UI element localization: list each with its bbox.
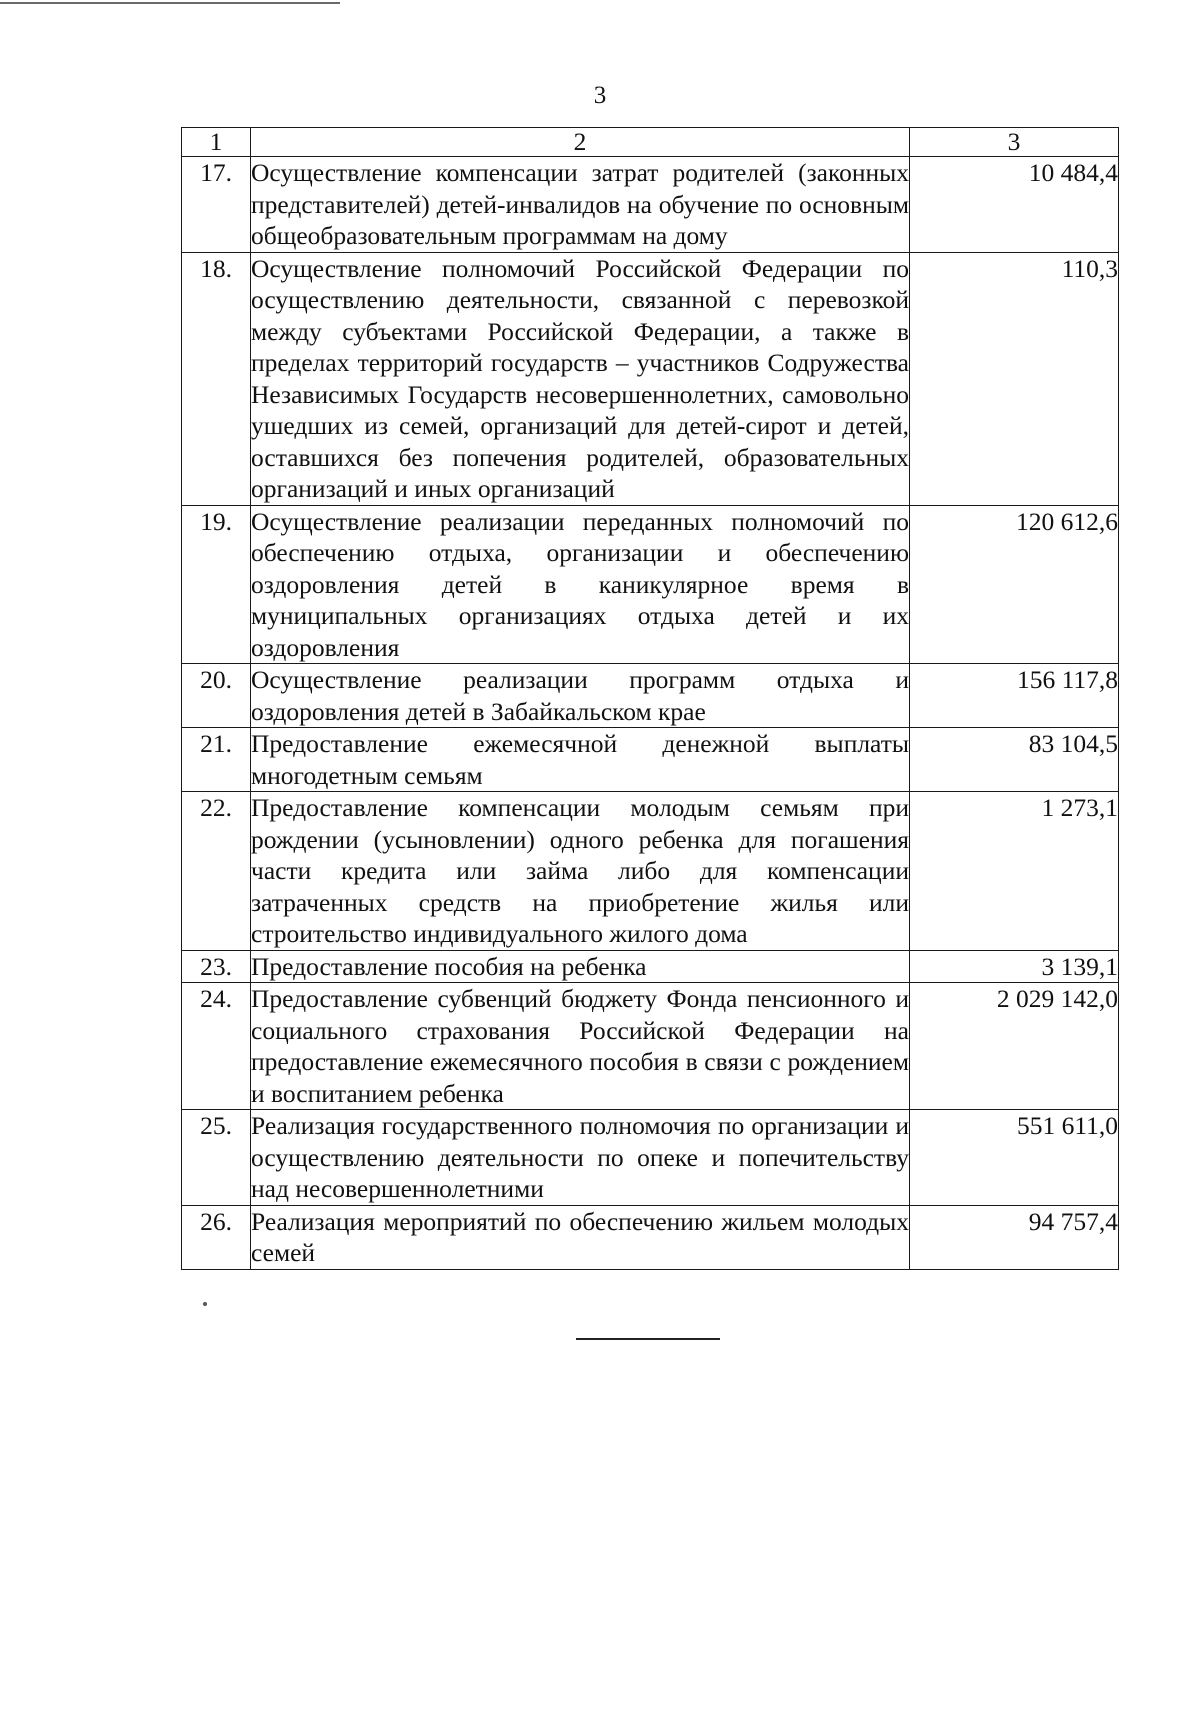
row-description: Осуществление реализации программ отдыха и оздоровления детей в Забайкальском крае	[251, 665, 909, 726]
row-amount: 120 612,6	[910, 505, 1119, 664]
row-description: Предоставление субвенций бюджету Фонда пенсионного и социального страхования Российской Федерации на предоставление ежемесячного пособия в связи с рождением и воспитанием ребенка	[251, 984, 909, 1108]
row-number: 19.	[182, 505, 251, 664]
row-number: 22.	[182, 792, 251, 951]
row-number: 17.	[182, 157, 251, 253]
scan-speck	[203, 1302, 207, 1306]
table-row	[182, 983, 1119, 1110]
table-row	[182, 252, 1119, 505]
row-number: 21.	[182, 728, 251, 792]
row-description: Осуществление полномочий Российской Федерации по осуществлению деятельности, связанной с перевозкой между субъектами Российской Федерации, а также в пределах территорий государств – участников Содружества Независимых Государств несовершеннолетних, самовольно ушедших из семей, организаций для детей-сирот и детей, оставшихся без попечения родителей, образовательных организаций и иных организаций	[251, 253, 909, 503]
scan-top-edge-line	[0, 2, 340, 4]
table-header	[182, 128, 1119, 157]
row-amount: 110,3	[910, 252, 1119, 505]
row-description: Предоставление пособия на ребенка	[251, 950, 910, 983]
row-description: Реализация государственного полномочия по организации и осуществлению деятельности по опеке и попечительству над несовершеннолетними	[251, 1111, 909, 1203]
row-description: Предоставление компенсации молодым семьям при рождении (усыновлении) одного ребенка для погашения части кредита или займа либо для компенсации затраченных средств на приобретение жилья или строительство индивидуального жилого дома	[251, 793, 909, 948]
table-row	[182, 1110, 1119, 1206]
table-row	[182, 950, 1119, 983]
header-col-2: 2	[251, 128, 910, 157]
row-number: 25.	[182, 1110, 251, 1206]
row-description: Осуществление реализации переданных полномочий по обеспечению отдыха, организации и обеспечению оздоровления детей в каникулярное время в муниципальных организациях отдыха детей и их оздоровления	[251, 506, 909, 662]
row-amount: 94 757,4	[910, 1205, 1119, 1269]
table-body	[182, 157, 1119, 1270]
row-number: 23.	[182, 950, 251, 983]
table-row	[182, 728, 1119, 792]
table-row	[182, 157, 1119, 253]
row-description: Предоставление ежемесячной денежной выплаты многодетным семьям	[251, 729, 909, 790]
row-amount: 10 484,4	[910, 157, 1119, 253]
row-amount: 3 139,1	[910, 950, 1119, 983]
header-col-1: 1	[182, 128, 251, 157]
row-number: 20.	[182, 664, 251, 728]
header-col-3: 3	[910, 128, 1119, 157]
expenditure-table	[181, 127, 1119, 1270]
row-amount: 2 029 142,0	[910, 983, 1119, 1110]
row-description: Осуществление компенсации затрат родителей (законных представителей) детей-инвалидов на обучение по основным общеобразовательным программам на дому	[251, 158, 909, 250]
row-amount: 551 611,0	[910, 1110, 1119, 1206]
page-number: 3	[593, 82, 607, 109]
row-number: 24.	[182, 983, 251, 1110]
end-of-document-rule	[576, 1338, 720, 1340]
row-amount: 1 273,1	[910, 792, 1119, 951]
row-number: 18.	[182, 252, 251, 505]
table-row	[182, 1205, 1119, 1269]
row-description: Реализация мероприятий по обеспечению жильем молодых семей	[251, 1206, 909, 1267]
table-row	[182, 664, 1119, 728]
row-amount: 156 117,8	[910, 664, 1119, 728]
table-row	[182, 792, 1119, 951]
row-amount: 83 104,5	[910, 728, 1119, 792]
header-row	[182, 128, 1119, 157]
table-row	[182, 505, 1119, 664]
row-number: 26.	[182, 1205, 251, 1269]
